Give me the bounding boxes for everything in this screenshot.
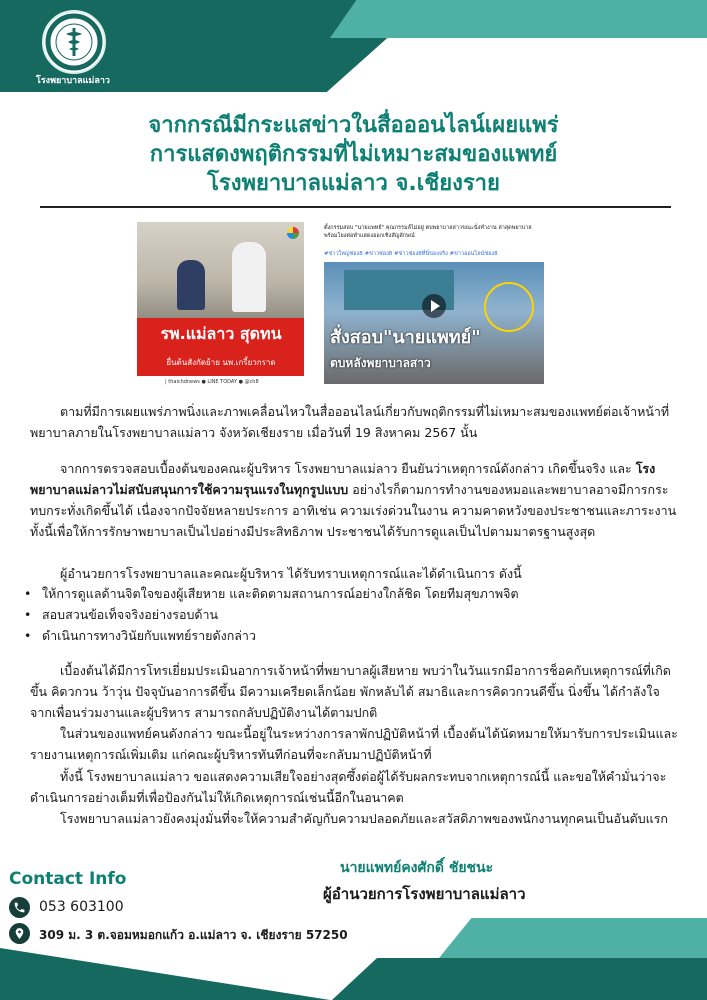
news2-caption: ตั้งกรรมสอบ "นายแพทย์" คุณกรรมล์ไม่อยู่ ตบพยาบาลสาวขณะนั่งทำงาน ล่าสุดพยาบาลพร้อมโยงต่อทำแสดงออกเชิงสัญลักษณ์ [324,225,532,239]
contact-info-title: Contact Info [9,869,127,889]
highlight-circle [484,282,534,332]
ministry-of-public-health-logo [42,10,106,74]
play-icon [422,294,446,318]
header-light-band [330,0,707,38]
paragraph-4: เบื้องต้นได้มีการโทรเยี่ยมประเมินอาการเจ้าหน้าที่พยาบาลผู้เสียหาย พบว่าในวันแรกมีอาการช็อคกับเหตุการณ์ที่เกิดขึ้น คิดวกวน ว้าวุ่น ปัจจุบันอาการดีขึ้น มีความเครียดเล็กน้อย พักหลับได้ สมาธิและการคิดวกวนดีขึ้น นิ่งขึ้น ได้กำลังใจจากเพื่อนร่วมงานและผู้บริหาร สามารถกลับปฏิบัติงานได้ตามปกติ [30,663,671,720]
blurred-person [177,260,205,310]
news-photo-scene [137,222,304,322]
news2-hashtags: #ข่าวใหญ่ช่อง8 #ข่าวช่อง8 #ข่าวช่อง8ที่นี่ของจริง #ข่าวออนไลน์ช่อง8 [324,251,498,257]
paragraph-1: ตามที่มีการเผยแพร่ภาพนิ่งและภาพเคลื่อนไหวในสื่อออนไลน์เกี่ยวกับพฤติกรรมที่ไม่เหมาะสมของแพทย์ต่อเจ้าหน้าที่พยาบาลภายในโรงพยาบาลแม่ลาว จังหวัดเชียงราย เมื่อวันที่ 19 สิงหาคม 2567 นั้น [30,404,670,440]
news1-subheadline: ยื่นต้นสังกัดย้าย นพ.เกรี้ยวกราด [166,358,276,367]
hospital-name: โรงพยาบาลแม่ลาว [36,76,110,86]
news2-overlay-subtitle: ตบหลังพยาบาลสาว [330,356,431,370]
signatory-position: ผู้อำนวยการโรงพยาบาลแม่ลาว [323,885,526,903]
news-screenshot-2 [322,222,545,384]
paragraph-2-text-end: อย่างไรก็ตามการทำงานของหมอและพยาบาลอาจมีการกระทบกระทั่งเกิดขึ้นได้ เนื่องจากปัจจัยหลายประการ อาทิเช่น ความเร่งด่วนในงาน ความคาดหวังของประชาชนและภาระงาน ทั้งนี้เพื่อให้การรักษาพยาบาลเป็นไปอย่างมีประสิทธิภาพ ประชาชนได้รับการดูแลเป็นไปตามมาตรฐานสูงสุด [30,482,677,539]
paragraph-6: ทั้งนี้ โรงพยาบาลแม่ลาว ขอแสดงความเสียใจอย่างสุดซึ้งต่อผู้ได้รับผลกระทบจากเหตุการณ์นี้ และขอให้คำมั่นว่าจะดำเนินการอย่างเต็มที่เพื่อป้องกันไม่ให้เกิดเหตุการณ์เช่นนี้อีกในอนาคต [30,769,667,805]
title-line-1: จากกรณีมีกระแสข่าวในสื่อออนไลน์เผยแพร่ [148,113,559,138]
bullet-item: • สอบสวนข้อเท็จจริงอย่างรอบด้าน [42,604,218,625]
paragraph-3: ผู้อำนวยการโรงพยาบาลและคณะผู้บริหาร ได้รับทราบเหตุการณ์และได้ดำเนินการ ดังนี้ [60,566,522,581]
phone-icon [9,897,30,918]
bullet-item: • ดำเนินการทางวินัยกับแพทย์รายดังกล่าว [42,625,256,646]
paragraph-2 [30,458,680,542]
news2-overlay-title: สั่งสอบ"นายแพทย์" [330,327,481,348]
news2-video-frame [324,262,544,384]
paragraph-5: ในส่วนของแพทย์คนดังกล่าว ขณะนี้อยู่ในระหว่างการลาพักปฏิบัติหน้าที่ เบื้องต้นได้นัดหมายให้มารับการประเมินและรายงานเหตุการณ์เพิ่มเติม แก่คณะผู้บริหารทันทีก่อนที่จะกลับมาปฏิบัติหน้าที่ [30,726,678,762]
paragraph-7: โรงพยาบาลแม่ลาวยังคงมุ่งมั่นที่จะให้ความสำคัญกับความปลอดภัยและสวัสดิภาพของพนักงานทุกคนเป็นอันดับแรก [60,811,669,826]
title-line-2: การแสดงพฤติกรรมที่ไม่เหมาะสมของแพทย์ [149,142,558,167]
channel-logo-icon [287,227,299,239]
news1-footer-text: | thaichdnews ● LINE TODAY ● @ch8 [165,379,259,385]
blurred-person [232,242,266,312]
address: 309 ม. 3 ต.จอมหมอกแก้ว อ.แม่ลาว จ. เชียงราย 57250 [39,928,348,942]
footer-dark-band [332,958,707,1000]
news-screenshot-1 [137,222,304,389]
location-pin-icon [9,923,30,944]
bullet-item: • ให้การดูแลด้านจิตใจของผู้เสียหาย และติดตามสถานการณ์อย่างใกล้ชิด โดยทีมสุขภาพจิต [42,583,519,604]
title-line-3: โรงพยาบาลแม่ลาว จ.เชียงราย [207,171,500,196]
title-divider [40,206,671,208]
signatory-name: นายแพทย์คงศักดิ์ ชัยชนะ [340,860,494,876]
phone-number[interactable]: 053 603100 [39,899,124,915]
paragraph-2-bold: โรงพยาบาลแม่ลาวไม่สนับสนุนการใช้ความรุนแรงในทุกรูปแบบ [30,461,656,497]
footer-left-band [0,948,330,1000]
news1-headline: รพ.แม่ลาว สุดทน [160,324,282,343]
paragraph-2-text: จากการตรวจสอบเบื้องต้นของคณะผู้บริหาร โรงพยาบาลแม่ลาว ยืนยันว่าเหตุการณ์ดังกล่าว เกิดขึ้นจริง และ [60,461,636,476]
